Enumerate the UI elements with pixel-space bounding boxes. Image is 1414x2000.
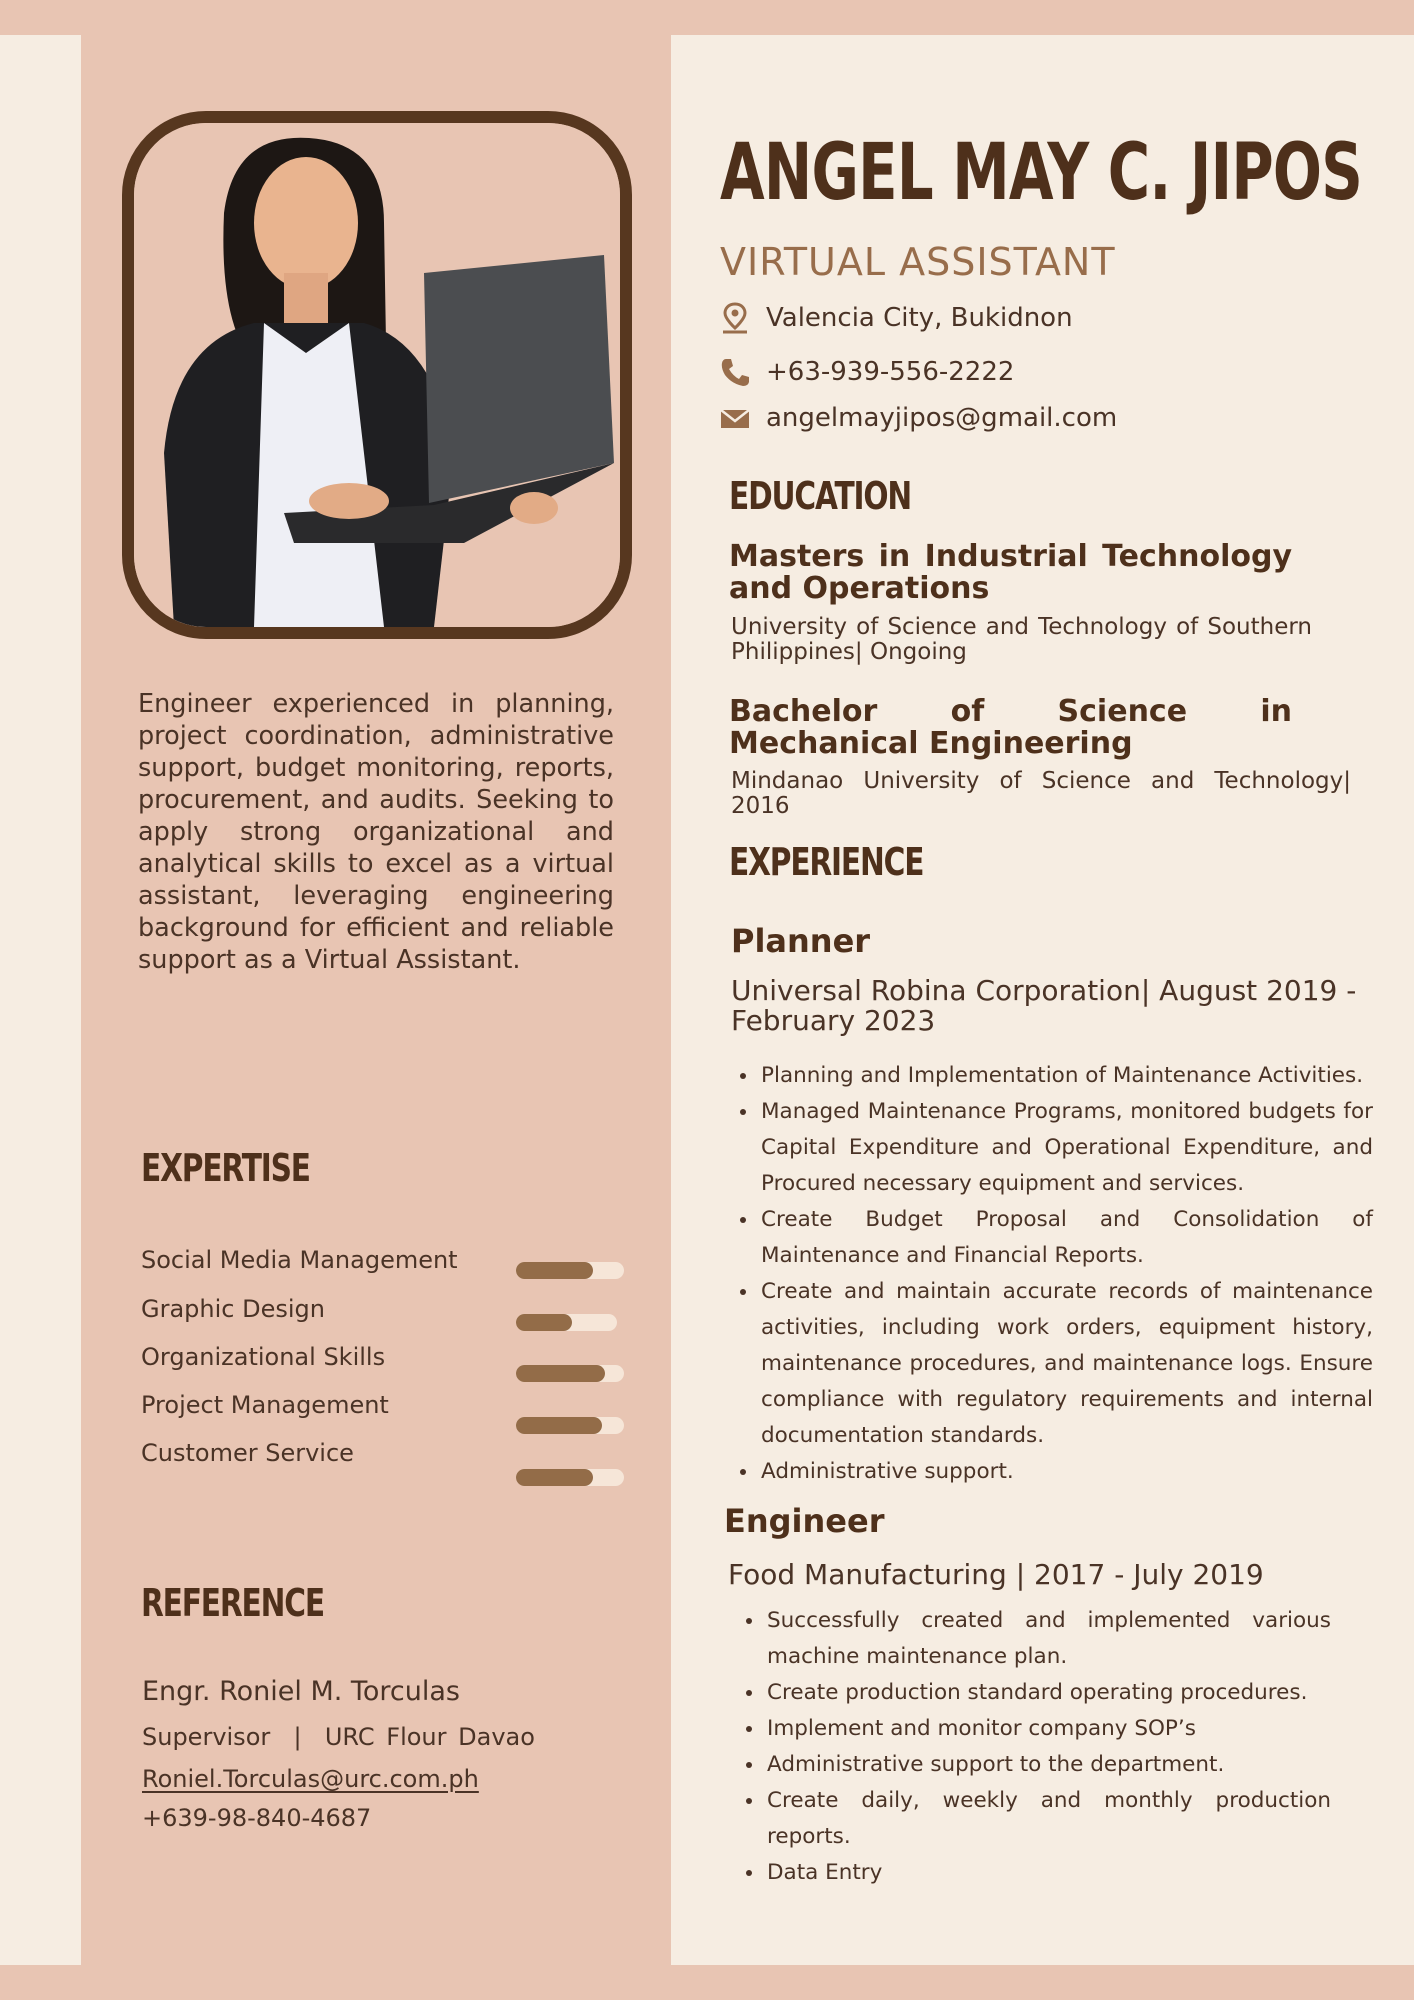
reference-email-link[interactable]: Roniel.Torculas@urc.com.ph [142, 1765, 479, 1793]
skill-level-bar [516, 1262, 624, 1279]
email-text[interactable]: angelmayjipos@gmail.com [766, 403, 1118, 433]
job-company-1: Universal Robina Corporation| August 2019 - February 2023 [731, 974, 1357, 1037]
contact-phone [720, 356, 1014, 388]
skill-label: Project Management [141, 1391, 389, 1419]
skill-level-bar [516, 1417, 624, 1434]
education-school-1: University of Science and Technology of Southern Philippines| Ongoing [731, 614, 1312, 665]
job-title-1: Planner [731, 922, 871, 960]
skill-level-bar [516, 1469, 624, 1486]
skill-label: Social Media Management [141, 1246, 458, 1274]
skill-label: Organizational Skills [141, 1343, 386, 1371]
location-text: Valencia City, Bukidnon [766, 303, 1073, 333]
left-margin-strip [0, 35, 81, 1965]
bullet-item: • Administrative support to the department. [765, 1747, 1331, 1783]
job-title-2: Engineer [724, 1502, 885, 1540]
job-bullets-1 [731, 1058, 1373, 1490]
skill-level-fill [516, 1365, 605, 1382]
skill-level-fill [516, 1314, 572, 1331]
candidate-name: ANGEL MAY C. JIPOS [720, 128, 1363, 218]
skill-label: Graphic Design [141, 1295, 325, 1323]
location-pin-icon [720, 302, 750, 334]
education-school-2: Mindanao University of Science and Technology| 2016 [731, 768, 1351, 819]
profile-summary: Engineer experienced in planning, project coordination, administrative support, budget monitoring, reports, procurement, and audits. Seeking to apply strong organizational and analytical skills to excel as a virtual assistant, leveraging engineering background for efficient and reliable support as a Virtual Assistant. [138, 689, 614, 975]
bullet-item: • Create Budget Proposal and Consolidation of Maintenance and Financial Reports. [759, 1202, 1373, 1274]
reference-heading: REFERENCE [141, 1581, 324, 1625]
phone-icon [720, 356, 750, 388]
envelope-icon [720, 402, 750, 434]
profile-photo [122, 111, 632, 639]
education-heading: EDUCATION [729, 474, 912, 518]
skill-label: Customer Service [141, 1439, 354, 1467]
skill-level-fill [516, 1469, 593, 1486]
phone-text: +63-939-556-2222 [766, 357, 1015, 387]
job-bullets-2 [737, 1603, 1331, 1891]
experience-heading: EXPERIENCE [729, 840, 924, 884]
education-degree-1: Masters in Industrial Technology and Operations [729, 539, 1292, 606]
bullet-item: • Implement and monitor company SOP’s [765, 1711, 1331, 1747]
reference-phone: +639-98-840-4687 [142, 1804, 372, 1832]
job-company-2: Food Manufacturing | 2017 - July 2019 [728, 1558, 1264, 1591]
skill-level-bar [516, 1365, 624, 1382]
expertise-heading: EXPERTISE [141, 1146, 310, 1190]
bullet-item: • Administrative support. [759, 1454, 1373, 1490]
bullet-item: • Create and maintain accurate records of maintenance activities, including work orders, equipment history, maintenance procedures, and maintenance logs. Ensure compliance with regulatory requirements and internal documentation standards. [759, 1274, 1373, 1454]
bullet-item: • Successfully created and implemented various machine maintenance plan. [765, 1603, 1331, 1675]
bullet-item: • Managed Maintenance Programs, monitored budgets for Capital Expenditure and Operational Expenditure, and Procured necessary equipment and services. [759, 1094, 1373, 1202]
skill-level-fill [516, 1417, 602, 1434]
candidate-role: VIRTUAL ASSISTANT [720, 240, 1116, 284]
reference-name: Engr. Roniel M. Torculas [142, 1676, 460, 1707]
bullet-item: • Planning and Implementation of Maintenance Activities. [759, 1058, 1373, 1094]
contact-location [720, 302, 1073, 334]
bullet-item: • Data Entry [765, 1855, 1331, 1891]
bullet-item: • Create production standard operating procedures. [765, 1675, 1331, 1711]
skill-level-fill [516, 1262, 593, 1279]
bullet-item: • Create daily, weekly and monthly production reports. [765, 1783, 1331, 1855]
reference-position: Supervisor | URC Flour Davao [142, 1723, 535, 1751]
contact-email [720, 402, 1117, 434]
skill-level-bar [516, 1314, 617, 1331]
education-degree-2: Bachelor of Science in Mechanical Engineering [729, 694, 1292, 761]
